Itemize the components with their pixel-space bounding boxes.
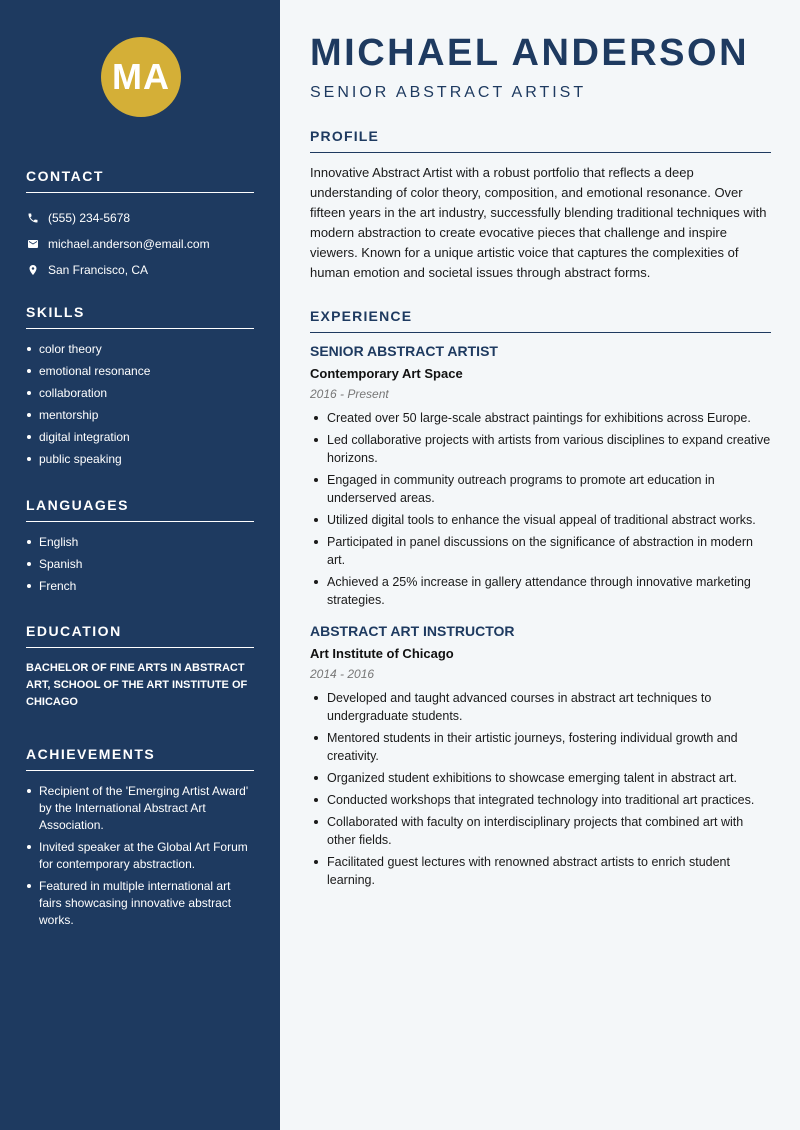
job-bullet: Utilized digital tools to enhance the visual appeal of traditional abstract works.	[310, 511, 771, 529]
location-pin-icon	[26, 263, 40, 277]
education-section	[26, 623, 254, 711]
job-entry	[310, 343, 771, 609]
job-bullet: Developed and taught advanced courses in abstract art techniques to undergraduate students.	[310, 689, 771, 725]
achievements-list	[26, 783, 254, 929]
skills-list	[26, 341, 254, 467]
contact-location	[26, 257, 254, 283]
job-bullet: Conducted workshops that integrated technology into traditional art practices.	[310, 791, 771, 809]
email-icon	[26, 237, 40, 251]
skills-section	[26, 304, 254, 473]
skill-item: digital integration	[26, 429, 254, 445]
contact-section	[26, 168, 254, 283]
job-bullet: Facilitated guest lectures with renowned abstract artists to enrich student learning.	[310, 853, 771, 889]
languages-list	[26, 534, 254, 594]
achievement-item: Recipient of the 'Emerging Artist Award' by the International Abstract Art Association.	[26, 783, 254, 834]
job-company: Contemporary Art Space	[310, 366, 463, 381]
achievement-item: Invited speaker at the Global Art Forum for contemporary abstraction.	[26, 839, 254, 873]
avatar	[101, 37, 181, 117]
skills-heading: SKILLS	[26, 304, 254, 329]
sidebar	[0, 0, 280, 1130]
job-bullet: Organized student exhibitions to showcase emerging talent in abstract art.	[310, 769, 771, 787]
contact-phone-text: (555) 234-5678	[48, 211, 131, 225]
job-dates: 2016 - Present	[310, 387, 389, 401]
education-degree: BACHELOR OF FINE ARTS IN ABSTRACT ART, SCHOOL OF THE ART INSTITUTE OF CHICAGO	[26, 662, 248, 708]
contact-heading: CONTACT	[26, 168, 254, 193]
job-bullets	[310, 409, 771, 609]
languages-heading: LANGUAGES	[26, 497, 254, 522]
job-bullet: Achieved a 25% increase in gallery attendance through innovative marketing strategies.	[310, 573, 771, 609]
avatar-initials: MA	[112, 56, 170, 97]
language-item: Spanish	[26, 556, 254, 572]
contact-location-text: San Francisco, CA	[48, 263, 149, 277]
phone-icon	[26, 211, 40, 225]
skill-item: mentorship	[26, 407, 254, 423]
skill-item: collaboration	[26, 385, 254, 401]
candidate-role: SENIOR ABSTRACT ARTIST	[310, 84, 587, 101]
languages-section	[26, 497, 254, 600]
job-bullet: Engaged in community outreach programs to promote art education in underserved areas.	[310, 471, 771, 507]
contact-email[interactable]	[26, 231, 254, 257]
profile-heading: PROFILE	[310, 128, 771, 153]
profile-section	[310, 128, 771, 283]
job-bullet: Mentored students in their artistic journeys, fostering individual growth and creativity.	[310, 729, 771, 765]
job-title: ABSTRACT ART INSTRUCTOR	[310, 623, 515, 639]
candidate-name: MICHAEL ANDERSON	[310, 32, 750, 74]
job-bullet: Led collaborative projects with artists from various disciplines to expand creative horizons.	[310, 431, 771, 467]
skill-item: public speaking	[26, 451, 254, 467]
language-item: French	[26, 578, 254, 594]
job-bullet: Collaborated with faculty on interdisciplinary projects that combined art with other fields.	[310, 813, 771, 849]
education-heading: EDUCATION	[26, 623, 254, 648]
achievements-section	[26, 746, 254, 934]
experience-section	[310, 308, 771, 903]
language-item: English	[26, 534, 254, 550]
achievements-heading: ACHIEVEMENTS	[26, 746, 254, 771]
experience-heading: EXPERIENCE	[310, 308, 771, 333]
contact-email-text[interactable]: michael.anderson@email.com	[48, 237, 210, 251]
skill-item: color theory	[26, 341, 254, 357]
job-bullets	[310, 689, 771, 889]
job-dates: 2014 - 2016	[310, 667, 375, 681]
job-company: Art Institute of Chicago	[310, 646, 454, 661]
achievement-item: Featured in multiple international art fairs showcasing innovative abstract works.	[26, 878, 254, 929]
job-bullet: Created over 50 large-scale abstract paintings for exhibitions across Europe.	[310, 409, 771, 427]
contact-phone	[26, 205, 254, 231]
job-entry	[310, 623, 771, 889]
job-title: SENIOR ABSTRACT ARTIST	[310, 343, 498, 359]
profile-text: Innovative Abstract Artist with a robust portfolio that reflects a deep understanding of color theory, composition, and emotional resonance. Over fifteen years in the art industry, successfully blending traditional techniques with modern abstraction to create evocative pieces that challenge and inspire viewers. Known for a unique artistic voice that captures the complexities of human emotion and societal issues through abstract forms.	[310, 165, 767, 280]
skill-item: emotional resonance	[26, 363, 254, 379]
job-bullet: Participated in panel discussions on the significance of abstraction in modern art.	[310, 533, 771, 569]
